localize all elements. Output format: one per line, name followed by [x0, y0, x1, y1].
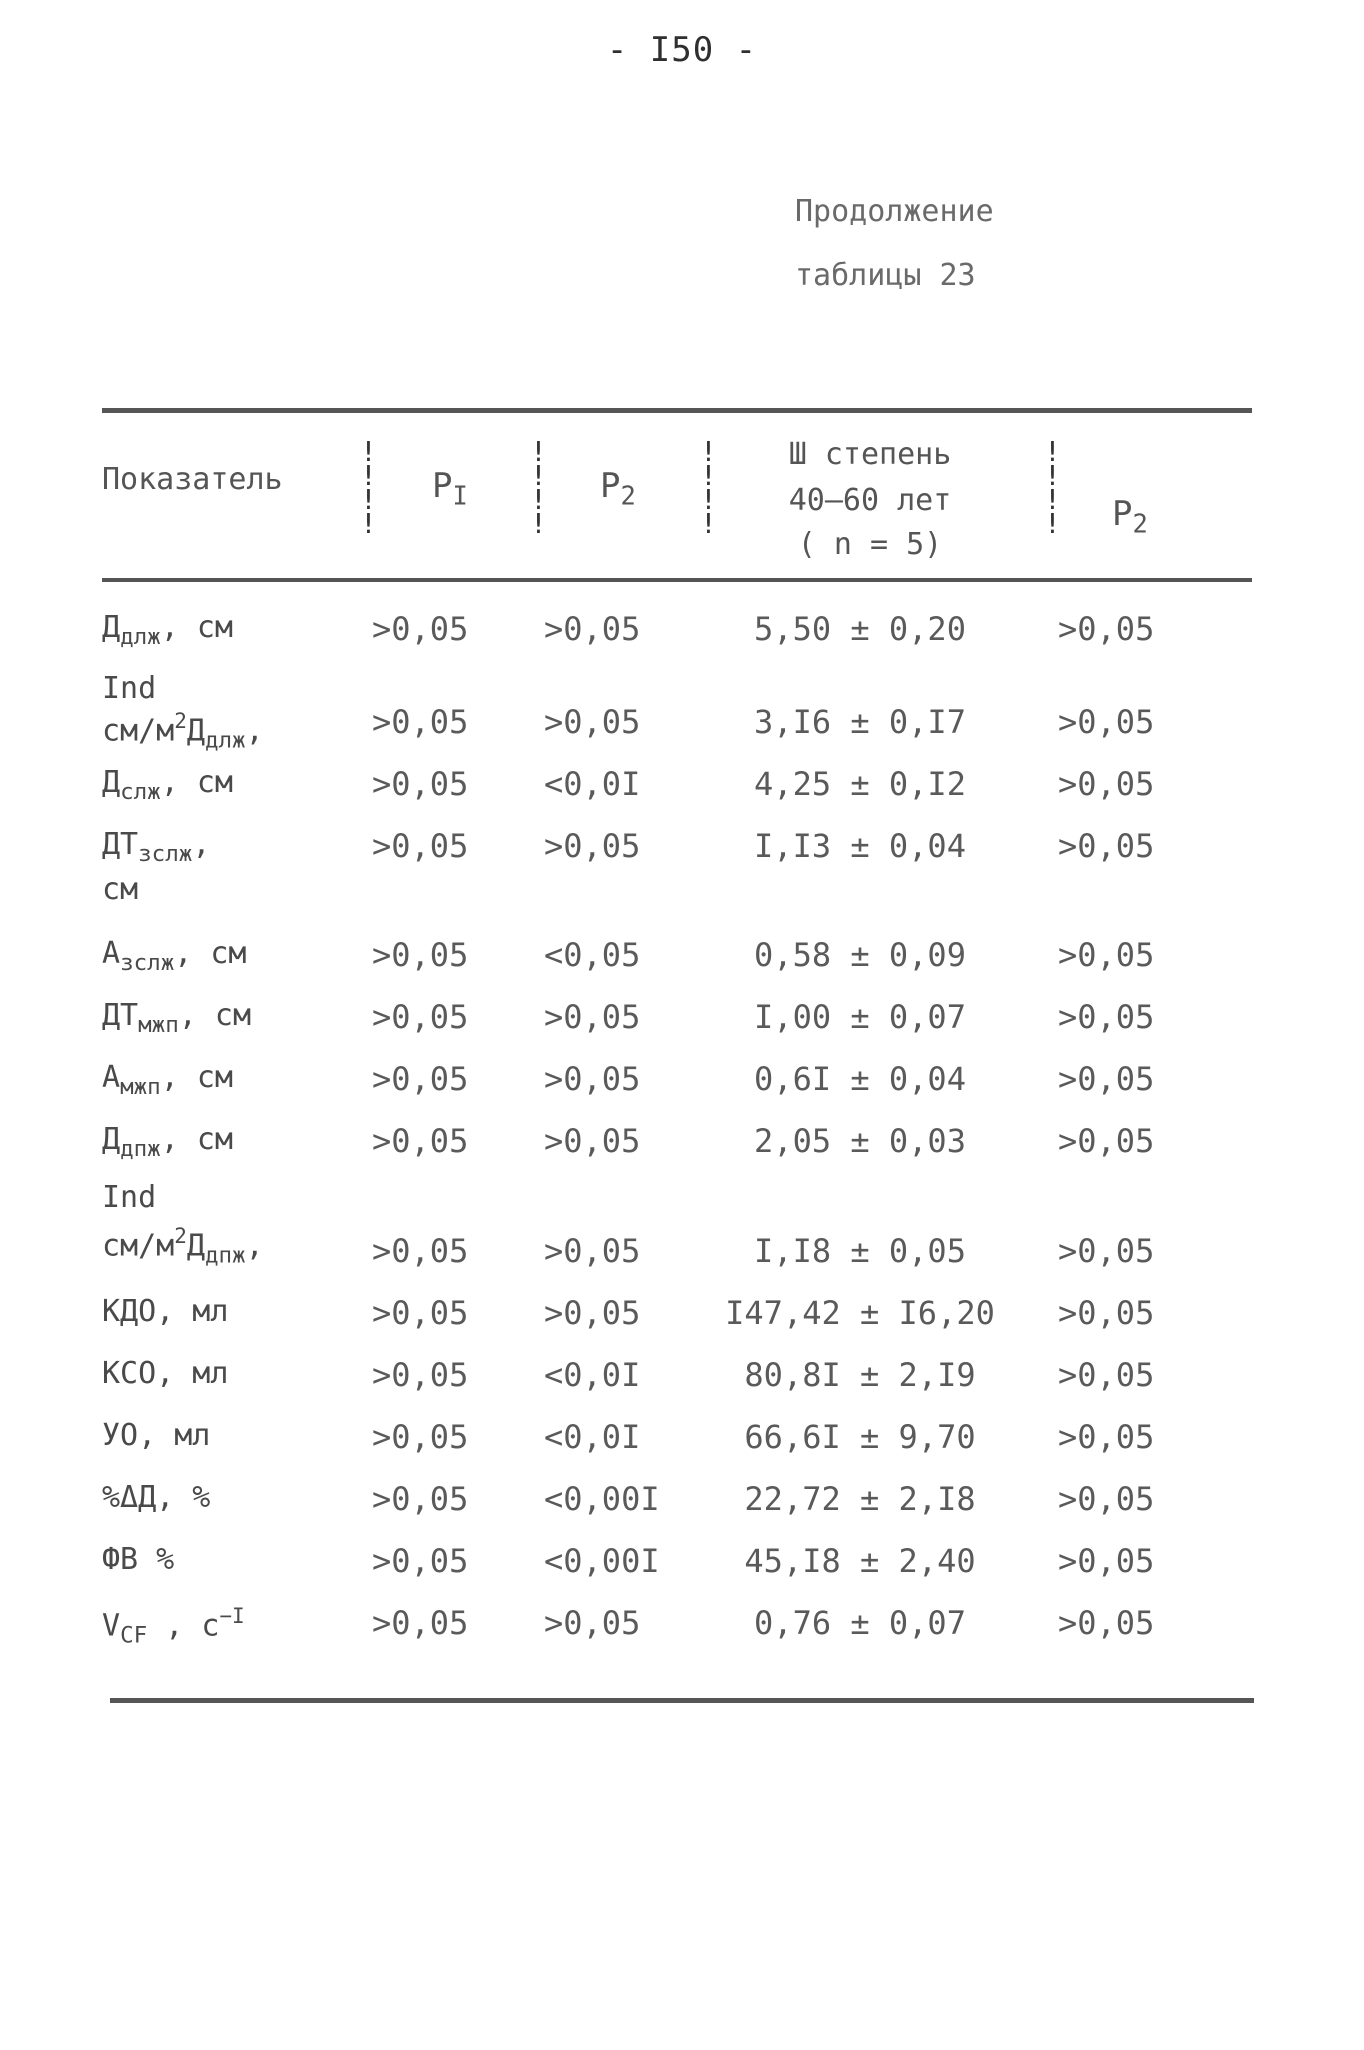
row-p3: >0,05 — [1058, 1356, 1155, 1394]
row-value: 3,I6 ± 0,I7 — [754, 703, 966, 741]
row-p2: >0,05 — [544, 1232, 641, 1270]
row-p1: >0,05 — [372, 1542, 469, 1580]
row-p3: >0,05 — [1058, 1418, 1155, 1456]
table-row — [0, 1418, 1364, 1478]
row-label: $А_{зслж}$, см — [102, 936, 247, 976]
continuation-line-1: Продолжение — [795, 194, 994, 229]
row-p2: <0,00I — [544, 1480, 660, 1518]
row-p1: >0,05 — [372, 610, 469, 648]
row-p3: >0,05 — [1058, 998, 1155, 1036]
table-row — [0, 1604, 1364, 1664]
column-separator: ! ! ! ! — [1044, 435, 1061, 540]
table-row — [0, 1294, 1364, 1354]
row-value: 0,6I ± 0,04 — [754, 1060, 966, 1098]
row-label: $Д_{дпж}$, см — [102, 1122, 233, 1162]
header-p2: $P_2$ — [600, 466, 636, 512]
row-p2: >0,05 — [544, 998, 641, 1036]
row-p3: >0,05 — [1058, 827, 1155, 865]
header-group-line-3: ( n = 5) — [797, 527, 943, 562]
row-value: I47,42 ± I6,20 — [725, 1294, 995, 1332]
column-separator: ! ! ! ! — [360, 435, 377, 540]
row-label: УО, мл — [102, 1418, 211, 1453]
row-label: ФВ % — [102, 1542, 175, 1577]
header-group-line-1: Ш степень — [788, 437, 952, 472]
row-label: $А_{мжп}$, см — [102, 1060, 233, 1100]
header-group-line-2: 40–60 лет — [788, 483, 952, 518]
row-p2: <0,00I — [544, 1542, 660, 1580]
header-p1: $P_I$ — [432, 466, 468, 512]
row-p3: >0,05 — [1058, 1060, 1155, 1098]
column-separator: ! ! ! ! — [700, 435, 717, 540]
row-label: Ind $см/м^2Д_{длж}$, — [102, 671, 264, 754]
continuation-line-2: таблицы 23 — [795, 258, 976, 293]
row-p1: >0,05 — [372, 1294, 469, 1332]
row-p3: >0,05 — [1058, 1232, 1155, 1270]
row-value: 2,05 ± 0,03 — [754, 1122, 966, 1160]
row-p3: >0,05 — [1058, 1122, 1155, 1160]
row-value: 4,25 ± 0,I2 — [754, 765, 966, 803]
row-value: I,00 ± 0,07 — [754, 998, 966, 1036]
row-p3: >0,05 — [1058, 610, 1155, 648]
row-label: $Д_{длж}$, см — [102, 610, 233, 650]
row-value: 66,6I ± 9,70 — [744, 1418, 976, 1456]
table-row — [0, 1122, 1364, 1182]
table-row — [0, 1542, 1364, 1602]
table-row — [0, 1356, 1364, 1416]
row-value: 45,I8 ± 2,40 — [744, 1542, 976, 1580]
row-p3: >0,05 — [1058, 936, 1155, 974]
row-label: $ДТ_{зслж}$, см — [102, 827, 211, 907]
row-p3: >0,05 — [1058, 1294, 1155, 1332]
row-p1: >0,05 — [372, 827, 469, 865]
row-p1: >0,05 — [372, 998, 469, 1036]
row-p2: >0,05 — [544, 827, 641, 865]
header-p3: $P_2$ — [1112, 494, 1148, 540]
row-p3: >0,05 — [1058, 1542, 1155, 1580]
row-p2: >0,05 — [544, 703, 641, 741]
table-top-rule — [102, 408, 1252, 413]
row-label: %ΔД, % — [102, 1480, 211, 1515]
table-row — [0, 610, 1364, 670]
table-row — [0, 1180, 1364, 1292]
row-p3: >0,05 — [1058, 1604, 1155, 1642]
row-p1: >0,05 — [372, 1418, 469, 1456]
row-value: 0,58 ± 0,09 — [754, 936, 966, 974]
row-p2: <0,0I — [544, 1356, 641, 1394]
row-label: Ind $см/м^2Д_{дпж}$, — [102, 1180, 264, 1269]
column-separator: ! ! ! ! — [530, 435, 547, 540]
row-label: $ДТ_{мжп}$, см — [102, 998, 252, 1038]
table-row — [0, 1480, 1364, 1540]
row-value: I,I3 ± 0,04 — [754, 827, 966, 865]
table-header-rule — [102, 578, 1252, 582]
row-p3: >0,05 — [1058, 1480, 1155, 1518]
table-continuation-caption — [795, 180, 994, 308]
row-p1: >0,05 — [372, 1356, 469, 1394]
row-p1: >0,05 — [372, 1232, 469, 1270]
row-p1: >0,05 — [372, 1604, 469, 1642]
row-p1: >0,05 — [372, 1060, 469, 1098]
row-label: КСО, мл — [102, 1356, 229, 1391]
row-label: $V_{CF}$ , $с^{-I}$ — [102, 1604, 245, 1649]
page-number: - I50 - — [606, 30, 758, 70]
row-p2: >0,05 — [544, 1604, 641, 1642]
table-row — [0, 1060, 1364, 1120]
table-row — [0, 671, 1364, 763]
table-row — [0, 998, 1364, 1058]
row-p3: >0,05 — [1058, 703, 1155, 741]
row-value: 5,50 ± 0,20 — [754, 610, 966, 648]
row-value: 80,8I ± 2,I9 — [744, 1356, 976, 1394]
row-p2: <0,0I — [544, 765, 641, 803]
row-label: $Д_{слж}$, см — [102, 765, 233, 805]
row-p1: >0,05 — [372, 1122, 469, 1160]
row-p3: >0,05 — [1058, 765, 1155, 803]
row-label: КДО, мл — [102, 1294, 229, 1329]
row-p1: >0,05 — [372, 703, 469, 741]
row-p1: >0,05 — [372, 1480, 469, 1518]
row-p1: >0,05 — [372, 765, 469, 803]
row-p2: >0,05 — [544, 1122, 641, 1160]
row-p2: <0,05 — [544, 936, 641, 974]
row-value: 22,72 ± 2,I8 — [744, 1480, 976, 1518]
row-p1: >0,05 — [372, 936, 469, 974]
table-bottom-rule — [110, 1698, 1254, 1703]
table-row — [0, 765, 1364, 825]
table-row — [0, 827, 1364, 907]
row-p2: <0,0I — [544, 1418, 641, 1456]
header-indicator: Показатель — [102, 462, 283, 497]
table-row — [0, 936, 1364, 996]
row-p2: >0,05 — [544, 1294, 641, 1332]
row-value: 0,76 ± 0,07 — [754, 1604, 966, 1642]
row-p2: >0,05 — [544, 610, 641, 648]
row-p2: >0,05 — [544, 1060, 641, 1098]
row-value: I,I8 ± 0,05 — [754, 1232, 966, 1270]
